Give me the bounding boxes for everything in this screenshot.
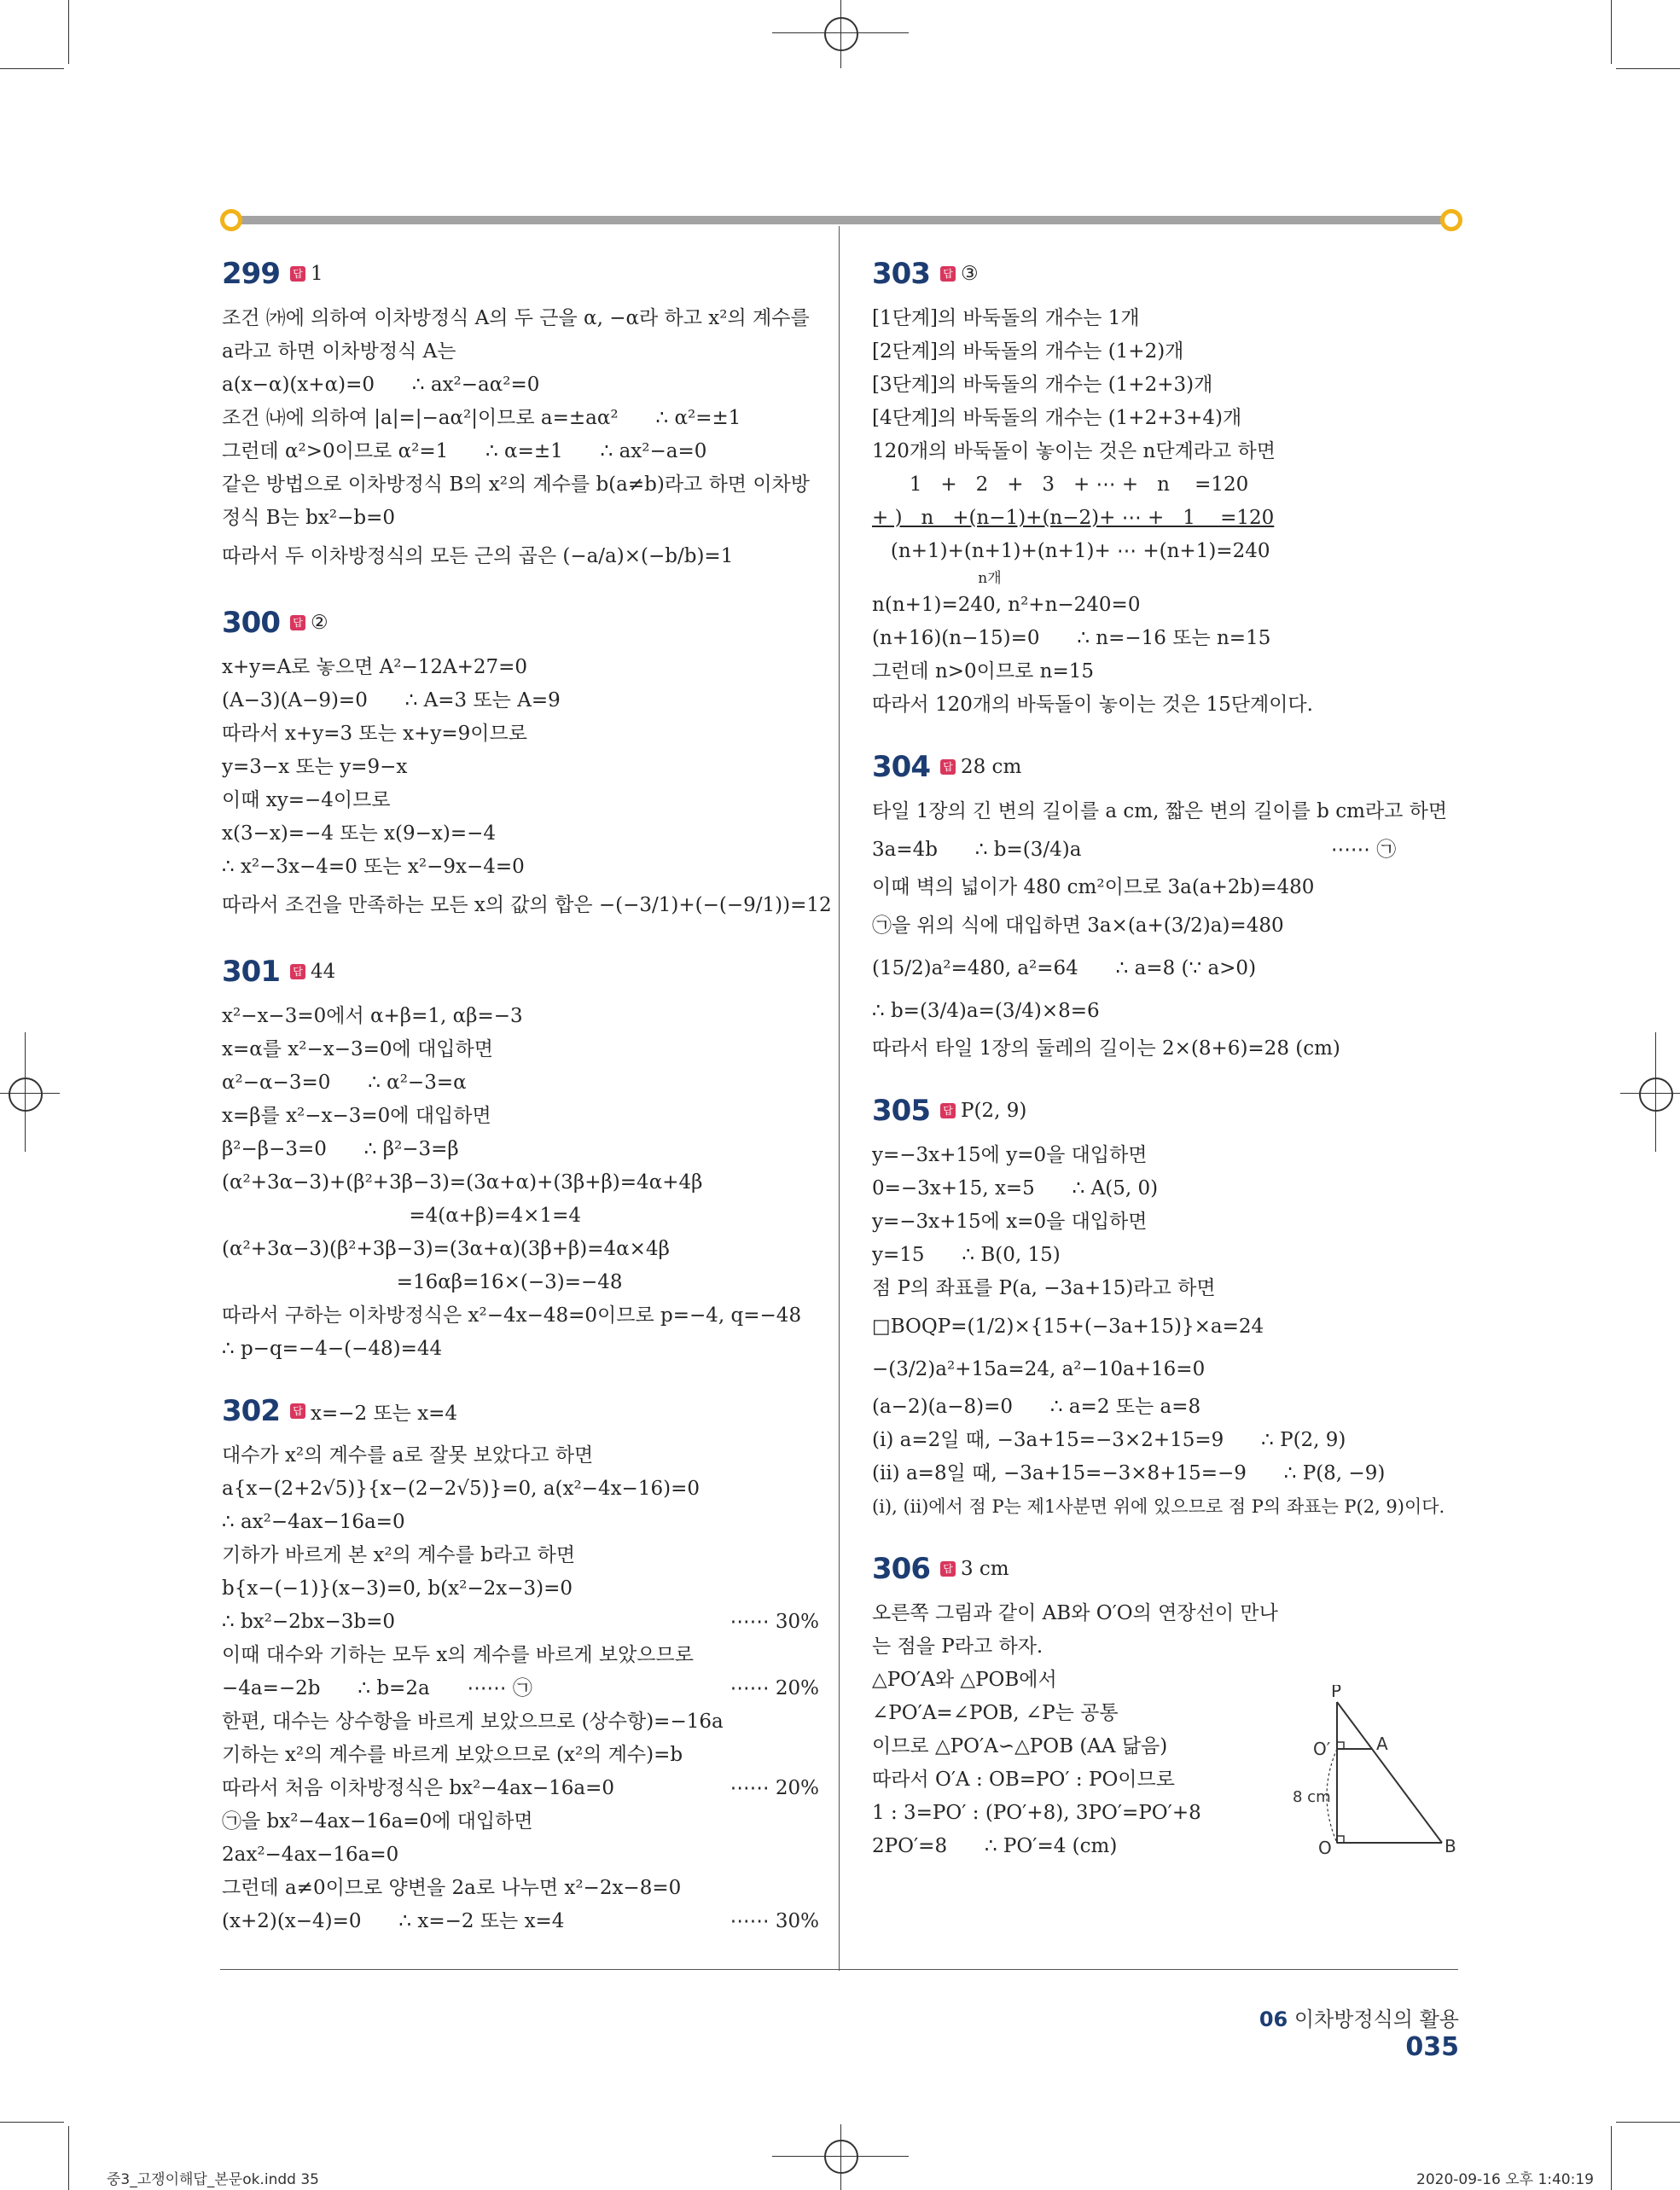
solution-line: x=β를 x²−x−3=0에 대입하면 <box>222 1105 491 1127</box>
score-mark: ⋯⋯ 20% <box>730 1677 819 1699</box>
solution-line: β²−β−3=0 ∴ β²−3=β <box>222 1138 459 1160</box>
page-number: 035 <box>1405 2032 1459 2062</box>
solution-line: 같은 방법으로 이차방정식 B의 x²의 계수를 b(a≠b)라고 하면 이차방 <box>222 473 810 496</box>
answer-badge-icon: 답 <box>940 266 956 282</box>
problem-header <box>872 254 1469 293</box>
solution-line: n개 <box>872 570 1002 587</box>
problem-header <box>222 1391 819 1431</box>
solution-line: △PO′A와 △POB에서 <box>872 1669 1057 1691</box>
crop-mark <box>0 2122 64 2123</box>
answer-badge-icon: 답 <box>290 1403 305 1419</box>
solution-line: 따라서 구하는 이차방정식은 x²−4x−48=0이므로 p=−4, q=−48 <box>222 1304 802 1327</box>
solution-text: ∴ bx²−2bx−3b=0 <box>222 1611 395 1633</box>
problem-header <box>222 952 819 991</box>
solution-line: x+y=A로 놓으면 A²−12A+27=0 <box>222 656 528 678</box>
registration-mark <box>9 1078 43 1112</box>
solution-line: =16αβ=16×(−3)=−48 <box>222 1271 623 1293</box>
registration-mark <box>824 17 858 51</box>
problem-answer: 28 cm <box>960 756 1022 778</box>
solution-line: −(3/2)a²+15a=24, a²−10a+16=0 <box>872 1358 1206 1380</box>
header-ring-right <box>1440 209 1462 231</box>
problem-answer: 1 <box>310 263 323 285</box>
solution-line <box>222 1905 819 1938</box>
solution-line: 따라서 조건을 만족하는 모든 x의 값의 합은 −(−3/1)+(−(−9/1))=12 <box>222 894 832 916</box>
solution-line <box>222 1672 819 1705</box>
solution-line: b{x−(−1)}(x−3)=0, b(x²−2x−3)=0 <box>222 1577 573 1600</box>
solution-line: x=α를 x²−x−3=0에 대입하면 <box>222 1038 493 1060</box>
problem-answer: ③ <box>960 263 979 285</box>
solution-line: 대수가 x²의 계수를 a로 잘못 보았다고 하면 <box>222 1444 594 1467</box>
solution-text: −4a=−2b ∴ b=2a ⋯⋯ ㉠ <box>222 1677 532 1699</box>
solution-line: 타일 1장의 긴 변의 길이를 a cm, 짧은 변의 길이를 b cm라고 하면 <box>872 800 1448 822</box>
solution-line: [3단계]의 바둑돌의 개수는 (1+2+3)개 <box>872 374 1213 396</box>
solution-line: y=15 ∴ B(0, 15) <box>872 1244 1061 1266</box>
solution-line: (n+1)+(n+1)+(n+1)+ ⋯ +(n+1)=240 <box>872 540 1270 562</box>
segment-pb <box>1337 1702 1442 1843</box>
solution-line: ∴ ax²−4ax−16a=0 <box>222 1511 405 1533</box>
crop-mark <box>1611 2126 1612 2190</box>
bottom-rule <box>220 1969 839 1970</box>
solution-line: a(x−α)(x+α)=0 ∴ ax²−aα²=0 <box>222 374 540 396</box>
solution-line: 기하는 x²의 계수를 바르게 보았으므로 (x²의 계수)=b <box>222 1744 683 1766</box>
chapter-number: 06 <box>1259 2007 1288 2031</box>
triangle-diagram <box>1293 1685 1463 1873</box>
solution-line: 기하가 바르게 본 x²의 계수를 b라고 하면 <box>222 1544 576 1566</box>
crop-mark <box>1616 68 1680 69</box>
crop-mark <box>1611 0 1612 64</box>
score-mark: ⋯⋯ 30% <box>730 1611 819 1633</box>
label-o-prime: O′ <box>1313 1739 1331 1759</box>
solution-text: 따라서 처음 이차방정식은 bx²−4ax−16a=0 <box>222 1777 614 1799</box>
solution-line: 1 : 3=PO′ : (PO′+8), 3PO′=PO′+8 <box>872 1802 1201 1824</box>
solution-line: 점 P의 좌표를 P(a, −3a+15)라고 하면 <box>872 1277 1216 1299</box>
solution-line: ∴ x²−3x−4=0 또는 x²−9x−4=0 <box>222 856 525 878</box>
solution-line: 한편, 대수는 상수항을 바르게 보았으므로 (상수항)=−16a <box>222 1711 724 1733</box>
answer-badge-icon: 답 <box>940 1103 956 1118</box>
solution-line: 조건 ㈏에 의하여 |a|=|−aα²|이므로 a=±aα² ∴ α²=±1 <box>222 407 741 429</box>
registration-mark <box>1620 1093 1680 1094</box>
solution-line: [1단계]의 바둑돌의 개수는 1개 <box>872 307 1140 329</box>
solution-line: (ⅱ) a=8일 때, −3a+15=−3×8+15=−9 ∴ P(8, −9) <box>872 1462 1386 1484</box>
solution-line: + ) n +(n−1)+(n−2)+ ⋯ + 1 =120 <box>872 507 1275 529</box>
answer-badge-icon: 답 <box>940 759 956 775</box>
solution-line: 따라서 120개의 바둑돌이 놓이는 것은 15단계이다. <box>872 694 1313 716</box>
solution-line: 이때 xy=−4이므로 <box>222 789 391 811</box>
solution-line: 3a=4b ∴ b=(3/4)a ⋯⋯ ㉠ <box>872 839 1397 861</box>
problem-number: 299 <box>222 257 280 291</box>
header-ring-left <box>220 209 242 231</box>
solution-text: (x+2)(x−4)=0 ∴ x=−2 또는 x=4 <box>222 1910 565 1932</box>
solution-line: a{x−(2+2√5)}{x−(2−2√5)}=0, a(x²−4x−16)=0 <box>222 1478 700 1500</box>
problem-number: 302 <box>222 1394 280 1428</box>
solution-line: 조건 ㈎에 의하여 이차방정식 A의 두 근을 α, −α라 하고 x²의 계수를 <box>222 307 810 329</box>
label-length: 8 cm <box>1293 1788 1331 1806</box>
problem-header <box>872 1091 1469 1130</box>
solution-line: (ⅰ) a=2일 때, −3a+15=−3×2+15=9 ∴ P(2, 9) <box>872 1429 1346 1451</box>
header-bar <box>229 216 1449 224</box>
solution-line: ㉠을 bx²−4ax−16a=0에 대입하면 <box>222 1810 533 1833</box>
problem-header <box>872 747 1469 787</box>
score-mark: ⋯⋯ 30% <box>730 1910 819 1932</box>
problem-answer: P(2, 9) <box>960 1100 1027 1122</box>
chapter-title <box>1259 2007 1459 2031</box>
solution-line: ∴ b=(3/4)a=(3/4)×8=6 <box>872 1000 1100 1022</box>
solution-line: 따라서 두 이차방정식의 모든 근의 곱은 (−a/a)×(−b/b)=1 <box>222 545 734 567</box>
solution-line: =4(α+β)=4×1=4 <box>222 1205 581 1227</box>
solution-line: (α²+3α−3)(β²+3β−3)=(3α+α)(3β+β)=4α×4β <box>222 1238 670 1260</box>
registration-mark <box>1639 1078 1673 1112</box>
label-p: P <box>1331 1685 1342 1701</box>
answer-badge-icon: 답 <box>290 615 305 630</box>
solution-line: (A−3)(A−9)=0 ∴ A=3 또는 A=9 <box>222 689 561 712</box>
problem-header <box>222 603 819 642</box>
registration-mark <box>840 2124 841 2190</box>
registration-mark <box>1655 1032 1656 1152</box>
solution-line: 이때 벽의 넓이가 480 cm²이므로 3a(a+2b)=480 <box>872 876 1315 898</box>
solution-line: 이때 대수와 기하는 모두 x의 계수를 바르게 보았으므로 <box>222 1644 694 1666</box>
registration-mark <box>25 1032 26 1152</box>
left-column <box>222 247 832 1938</box>
solution-line: n(n+1)=240, n²+n−240=0 <box>872 594 1141 616</box>
solution-line: 이므로 △PO′A∽△POB (AA 닮음) <box>872 1735 1168 1757</box>
solution-line <box>222 1606 819 1639</box>
solution-line: a라고 하면 이차방정식 A는 <box>222 340 456 363</box>
slug-datetime: 2020-09-16 오후 1:40:19 <box>1416 2171 1594 2188</box>
crop-mark <box>68 2126 69 2190</box>
problem-answer: 3 cm <box>960 1558 1009 1580</box>
score-mark: ⋯⋯ 20% <box>730 1777 819 1799</box>
page-footer <box>1229 2002 1459 2062</box>
crop-mark <box>0 68 64 69</box>
solution-line: y=3−x 또는 y=9−x <box>222 756 408 778</box>
problem-number: 306 <box>872 1552 930 1586</box>
crop-mark <box>68 0 69 64</box>
solution-line: 2ax²−4ax−16a=0 <box>222 1844 399 1866</box>
problem-answer: x=−2 또는 x=4 <box>310 1402 458 1425</box>
solution-line: 0=−3x+15, x=5 ∴ A(5, 0) <box>872 1177 1159 1200</box>
solution-line: [2단계]의 바둑돌의 개수는 (1+2)개 <box>872 340 1184 363</box>
solution-line <box>222 1772 819 1805</box>
solution-line: x²−x−3=0에서 α+β=1, αβ=−3 <box>222 1005 523 1027</box>
problem-answer: 44 <box>310 961 336 983</box>
solution-line: 오른쪽 그림과 같이 AB와 O′O의 연장선이 만나 <box>872 1602 1278 1624</box>
solution-line: □BOQP=(1/2)×{15+(−3a+15)}×a=24 <box>872 1316 1264 1338</box>
solution-line: ㉠을 위의 식에 대입하면 3a×(a+(3/2)a)=480 <box>872 915 1284 937</box>
crop-mark <box>1616 2122 1680 2123</box>
solution-line: 그런데 a≠0이므로 양변을 2a로 나누면 x²−2x−8=0 <box>222 1877 682 1899</box>
problem-number: 300 <box>222 606 280 640</box>
problem-number: 304 <box>872 750 930 784</box>
answer-badge-icon: 답 <box>290 964 305 979</box>
problem-header <box>222 254 819 293</box>
solution-line: y=−3x+15에 y=0을 대입하면 <box>872 1144 1148 1166</box>
answer-badge-icon: 답 <box>290 266 305 282</box>
solution-line: (a−2)(a−8)=0 ∴ a=2 또는 a=8 <box>872 1396 1201 1418</box>
solution-line: 2PO′=8 ∴ PO′=4 (cm) <box>872 1835 1118 1857</box>
solution-line: x(3−x)=−4 또는 x(9−x)=−4 <box>222 822 496 845</box>
registration-mark <box>0 1093 60 1094</box>
solution-line: y=−3x+15에 x=0을 대입하면 <box>872 1211 1148 1233</box>
solution-line: 따라서 O′A : OB=PO′ : PO이므로 <box>872 1769 1175 1791</box>
label-o: O <box>1318 1838 1332 1858</box>
answer-badge-icon: 답 <box>940 1561 956 1577</box>
solution-line: (n+16)(n−15)=0 ∴ n=−16 또는 n=15 <box>872 627 1271 649</box>
problem-header <box>872 1549 1469 1589</box>
right-column <box>872 247 1469 1863</box>
solution-line: α²−α−3=0 ∴ α²−3=α <box>222 1072 467 1094</box>
solution-line: 그런데 α²>0이므로 α²=1 ∴ α=±1 ∴ ax²−a=0 <box>222 440 707 462</box>
solution-line: 그런데 n>0이므로 n=15 <box>872 660 1094 683</box>
solution-line: ∠PO′A=∠POB, ∠P는 공통 <box>872 1702 1119 1724</box>
problem-number: 303 <box>872 257 930 291</box>
label-a: A <box>1376 1734 1388 1754</box>
bottom-rule <box>840 1969 1458 1970</box>
registration-mark <box>840 0 841 68</box>
registration-mark <box>824 2140 858 2174</box>
solution-line: 는 점을 P라고 하자. <box>872 1635 1043 1658</box>
solution-line: [4단계]의 바둑돌의 개수는 (1+2+3+4)개 <box>872 407 1242 429</box>
solution-line: (15/2)a²=480, a²=64 ∴ a=8 (∵ a>0) <box>872 957 1257 979</box>
problem-answer: ② <box>310 612 328 634</box>
label-b: B <box>1445 1836 1456 1856</box>
problem-number: 301 <box>222 955 280 989</box>
problem-number: 305 <box>872 1094 930 1128</box>
solution-line: 정식 B는 bx²−b=0 <box>222 507 395 529</box>
solution-line: (ⅰ), (ⅱ)에서 점 P는 제1사분면 위에 있으므로 점 P의 좌표는 P(2, 9)이다. <box>872 1496 1445 1517</box>
column-divider <box>839 226 840 1971</box>
solution-line: 120개의 바둑돌이 놓이는 것은 n단계라고 하면 <box>872 440 1276 462</box>
right-angle-mark <box>1337 1742 1344 1749</box>
solution-line: (α²+3α−3)+(β²+3β−3)=(3α+α)+(3β+β)=4α+4β <box>222 1171 703 1194</box>
solution-line: 따라서 x+y=3 또는 x+y=9이므로 <box>222 723 527 745</box>
solution-line: 따라서 타일 1장의 둘레의 길이는 2×(8+6)=28 (cm) <box>872 1037 1340 1060</box>
right-angle-mark <box>1337 1836 1344 1843</box>
solution-line: 1 + 2 + 3 + ⋯ + n =120 <box>872 473 1249 496</box>
chapter-name: 이차방정식의 활용 <box>1293 2007 1459 2031</box>
slug-filename: 중3_고쟁이해답_본문ok.indd 35 <box>107 2171 319 2188</box>
solution-line: ∴ p−q=−4−(−48)=44 <box>222 1338 443 1360</box>
